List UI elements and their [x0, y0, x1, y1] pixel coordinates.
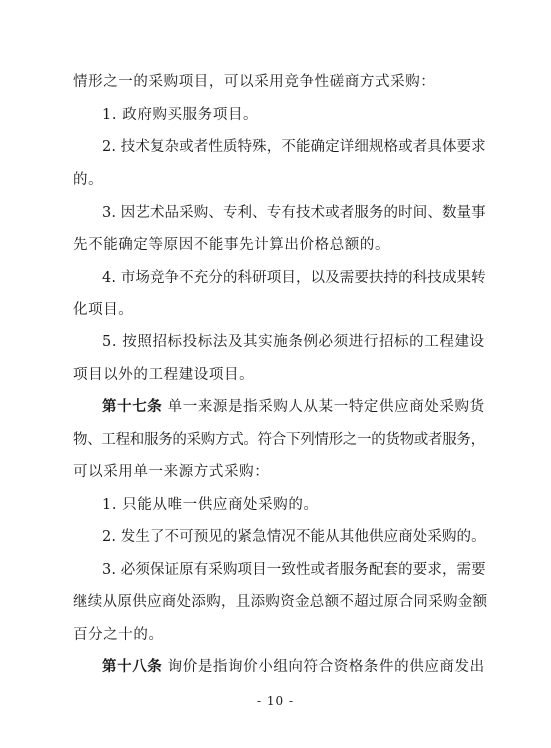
text-line: 的。: [73, 172, 104, 188]
page-number: - 10 -: [256, 694, 294, 708]
article-18-text: 询价是指询价小组向符合资格条件的供应商发出: [167, 659, 485, 675]
article-17-text: 单一来源是指采购人从某一特定供应商处采购货: [167, 399, 485, 415]
text-line: 3. 必须保证原有采购项目一致性或者服务配套的要求，需要: [102, 562, 486, 578]
text-line: 2. 技术复杂或者性质特殊，不能确定详细规格或者具体要求: [102, 139, 486, 155]
text-line: 继续从原供应商处添购，且添购资金总额不超过原合同采购金额: [73, 594, 488, 610]
text-line: 情形之一的采购项目，可以采用竞争性磋商方式采购：: [73, 74, 436, 90]
text-line: 可以采用单一来源方式采购：: [73, 464, 270, 480]
text-line: 1. 只能从唯一供应商处采购的。: [102, 497, 319, 513]
text-line: 物、工程和服务的采购方式。符合下列情形之一的货物或者服务，: [73, 432, 485, 448]
article-18-line: [102, 657, 485, 677]
article-18-label: 第十八条: [102, 658, 163, 675]
text-line: 3. 因艺术品采购、专利、专有技术或者服务的时间、数量事: [102, 205, 486, 221]
text-line: 先不能确定等原因不能事先计算出价格总额的。: [73, 237, 391, 253]
text-line: 化项目。: [73, 302, 134, 318]
text-line: 5. 按照招标投标法及其实施条例必须进行招标的工程建设: [102, 334, 485, 350]
text-line: 1. 政府购买服务项目。: [102, 107, 259, 123]
text-line: 项目以外的工程建设项目。: [73, 367, 255, 383]
article-17-line: [102, 397, 485, 417]
article-17-label: 第十七条: [102, 398, 163, 415]
text-line: 4. 市场竞争不充分的科研项目，以及需要扶持的科技成果转: [102, 270, 486, 286]
text-line: 2. 发生了不可预见的紧急情况不能从其他供应商处采购的。: [102, 529, 486, 545]
text-line: 百分之十的。: [73, 627, 164, 643]
